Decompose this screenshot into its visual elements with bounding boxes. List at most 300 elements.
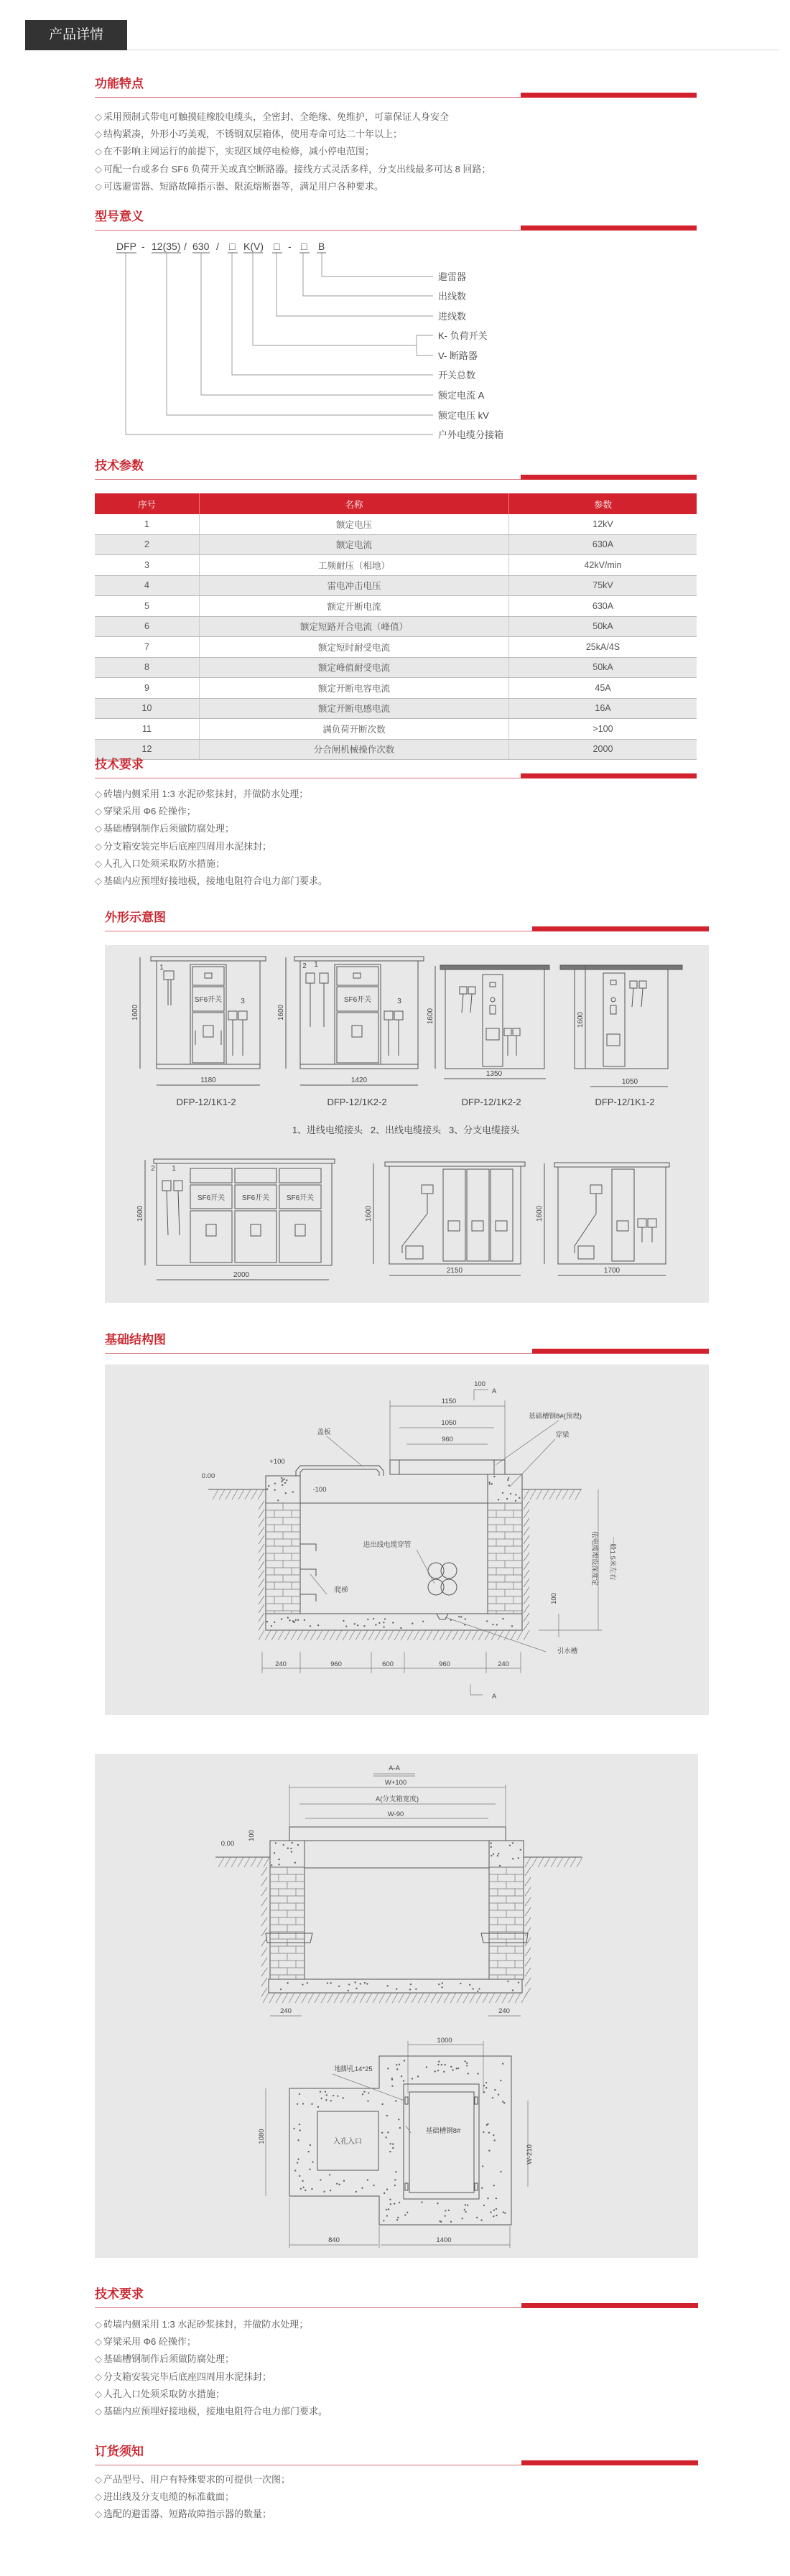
param-name: 额定开断电流 bbox=[200, 596, 509, 617]
diamond-bullet-icon: ◇ bbox=[95, 806, 102, 817]
aggregate-mark bbox=[357, 1624, 358, 1626]
aggregate-mark bbox=[502, 1618, 503, 1619]
aggregate-mark bbox=[478, 1988, 480, 1989]
aggregate-mark bbox=[493, 1854, 494, 1855]
hatch-line bbox=[470, 1993, 475, 2003]
aggregate-mark bbox=[343, 1620, 344, 1622]
aggregate-mark bbox=[356, 1988, 357, 1989]
hatch-line bbox=[315, 1993, 320, 2003]
section-title: 外形示意图 bbox=[105, 911, 166, 924]
aggregate-mark bbox=[385, 2136, 386, 2138]
hatch-line bbox=[259, 1613, 264, 1622]
param-name: 分合闸机械操作次数 bbox=[200, 739, 509, 760]
hatch-line bbox=[276, 1993, 282, 2003]
model-legend-item: 进线数 bbox=[438, 311, 467, 322]
hatch-line bbox=[353, 1993, 359, 2003]
list-item-text: 基础槽钢制作后须做防腐处理； bbox=[103, 2353, 235, 2365]
hatch-line bbox=[232, 1489, 238, 1499]
aggregate-mark bbox=[345, 1626, 347, 1627]
hatch-line bbox=[524, 1553, 529, 1561]
hatch-line bbox=[261, 1907, 267, 1916]
aggregate-mark bbox=[284, 1482, 286, 1484]
hatch-line bbox=[498, 1630, 503, 1640]
aggregate-mark bbox=[302, 2187, 304, 2188]
aggregate-mark bbox=[274, 1483, 276, 1484]
aggregate-mark bbox=[392, 2147, 394, 2149]
list-item-text: 采用预制式带电可触摸硅橡胶电缆头，全密封、全绝缘、免维护，可靠保证人身安全 bbox=[103, 111, 450, 122]
hatch-line bbox=[459, 1630, 465, 1640]
hatch-line bbox=[414, 1630, 419, 1640]
aggregate-mark bbox=[323, 2191, 325, 2193]
diamond-bullet-icon: ◇ bbox=[95, 2336, 102, 2348]
aggregate-mark bbox=[391, 2079, 393, 2080]
aggregate-mark bbox=[320, 2091, 321, 2092]
aggregate-mark bbox=[456, 2068, 457, 2069]
aggregate-mark bbox=[486, 1620, 488, 1622]
level-label: -100 bbox=[312, 1486, 327, 1494]
aggregate-mark bbox=[300, 2188, 302, 2190]
hatch-line bbox=[431, 1993, 437, 2003]
aggregate-mark bbox=[412, 1622, 413, 1624]
aggregate-mark bbox=[485, 2087, 487, 2088]
aggregate-mark bbox=[292, 1621, 294, 1622]
aggregate-mark bbox=[445, 2210, 446, 2211]
width-dimension: 1050 bbox=[621, 1078, 638, 1086]
param-name: 工频耐压（相地） bbox=[200, 555, 509, 576]
aggregate-mark bbox=[294, 1862, 296, 1864]
hatch-line bbox=[577, 1857, 582, 1867]
hatch-line bbox=[238, 1857, 243, 1867]
hatch-line bbox=[259, 1561, 264, 1570]
cabinet-drawing-6 bbox=[373, 1162, 525, 1275]
diamond-bullet-icon: ◇ bbox=[95, 129, 102, 140]
hatch-line bbox=[231, 1857, 237, 1867]
aggregate-mark bbox=[348, 1984, 350, 1985]
model-legend-item: 额定电流 A bbox=[438, 390, 485, 401]
hatch-line bbox=[302, 1993, 307, 2003]
hatch-line bbox=[340, 1993, 346, 2003]
aggregate-mark bbox=[507, 1479, 508, 1481]
aggregate-mark bbox=[312, 2161, 313, 2162]
list-item-text: 分支箱安装完毕后底座四周用水泥抹封； bbox=[103, 2371, 272, 2382]
aggregate-mark bbox=[450, 2221, 452, 2223]
aggregate-mark bbox=[311, 2103, 312, 2105]
list-item-text: 基础内应预埋好接地极，接地电阻符合电力部门要求。 bbox=[103, 875, 328, 887]
dimension-label: W-90 bbox=[387, 1810, 404, 1818]
aggregate-mark bbox=[363, 2091, 365, 2092]
aggregate-mark bbox=[309, 2168, 310, 2170]
aggregate-mark bbox=[465, 1618, 466, 1619]
aggregate-mark bbox=[496, 2198, 497, 2199]
row-index: 11 bbox=[95, 719, 200, 740]
hatch-line bbox=[297, 1630, 303, 1640]
width-dimension: 2150 bbox=[446, 1267, 463, 1275]
aggregate-mark bbox=[281, 1477, 282, 1479]
list-item-text: 分支箱安装完毕后底座四周用水泥抹封； bbox=[103, 840, 272, 852]
row-index: 6 bbox=[95, 616, 200, 637]
hatch-line bbox=[259, 1535, 264, 1544]
aggregate-mark bbox=[397, 2217, 399, 2218]
model-legend-item: K- 负荷开关 bbox=[438, 330, 488, 341]
aggregate-mark bbox=[274, 1852, 275, 1854]
aggregate-mark bbox=[496, 2215, 497, 2216]
aggregate-mark bbox=[373, 1618, 374, 1619]
hatch-line bbox=[524, 1587, 529, 1596]
hatch-line bbox=[373, 1993, 378, 2003]
channel-label: 基础槽钢8#(预埋) bbox=[529, 1413, 582, 1420]
aggregate-mark bbox=[481, 2187, 483, 2189]
width-dimension: 2000 bbox=[233, 1271, 250, 1279]
hatch-line bbox=[525, 1988, 531, 1996]
hatch-line bbox=[366, 1993, 372, 2003]
aggregate-mark bbox=[491, 1483, 493, 1484]
hatch-line bbox=[420, 1630, 426, 1640]
hatch-line bbox=[343, 1630, 348, 1640]
row-index: 2 bbox=[95, 534, 200, 555]
dimension-label: 240 bbox=[280, 2007, 292, 2015]
hatch-line bbox=[244, 1857, 250, 1867]
hatch-line bbox=[261, 1958, 267, 1966]
hatch-line bbox=[265, 1630, 271, 1640]
aggregate-mark bbox=[404, 2214, 406, 2215]
hatch-line bbox=[392, 1993, 398, 2003]
aggregate-mark bbox=[307, 1982, 308, 1984]
hatch-line bbox=[524, 1535, 529, 1544]
aggregate-mark bbox=[308, 2151, 310, 2152]
hatch-line bbox=[259, 1587, 264, 1596]
dimension-label: 600 bbox=[382, 1660, 394, 1668]
aggregate-mark bbox=[302, 1984, 303, 1985]
aggregate-mark bbox=[493, 2215, 494, 2217]
aggregate-mark bbox=[441, 2064, 442, 2065]
aggregate-mark bbox=[356, 2191, 357, 2193]
hatch-line bbox=[386, 1993, 391, 2003]
section-mark: A bbox=[491, 1387, 497, 1395]
aggregate-mark bbox=[396, 1988, 397, 1989]
aggregate-mark bbox=[281, 1618, 282, 1619]
param-value: 12kV bbox=[509, 514, 697, 534]
section-title: A-A bbox=[389, 1764, 400, 1772]
aggregate-mark bbox=[282, 1484, 283, 1486]
param-name: 满负荷开断次数 bbox=[200, 719, 509, 740]
hatch-line bbox=[489, 1993, 495, 2003]
hatch-line bbox=[524, 1613, 529, 1622]
aggregate-mark bbox=[493, 2209, 495, 2210]
aggregate-mark bbox=[518, 1857, 519, 1859]
aggregate-mark bbox=[404, 2060, 405, 2061]
aggregate-mark bbox=[302, 2103, 304, 2104]
anchor-hole-label: 地脚孔14*25 bbox=[334, 2065, 373, 2073]
height-dimension: 1600 bbox=[536, 1205, 544, 1222]
aggregate-mark bbox=[325, 2091, 326, 2093]
row-index: 5 bbox=[95, 596, 200, 617]
foundation-section-drawing bbox=[202, 1380, 617, 1701]
switch-label: SF6开关 bbox=[286, 1194, 315, 1202]
hatch-line bbox=[524, 1561, 529, 1570]
hatch-line bbox=[310, 1630, 316, 1640]
aggregate-mark bbox=[500, 2171, 501, 2172]
aggregate-mark bbox=[325, 2099, 327, 2101]
hatch-line bbox=[515, 1993, 521, 2003]
callout-number: 3 bbox=[397, 998, 401, 1005]
aggregate-mark bbox=[299, 2129, 300, 2131]
aggregate-mark bbox=[297, 2159, 299, 2160]
aggregate-mark bbox=[266, 1488, 268, 1489]
hatch-line bbox=[259, 1510, 264, 1518]
hatch-line bbox=[556, 1489, 562, 1499]
hatch-line bbox=[261, 1948, 267, 1956]
hatch-line bbox=[259, 1604, 264, 1613]
param-name: 额定电压 bbox=[200, 514, 509, 534]
hatch-line bbox=[525, 1857, 531, 1867]
hatch-line bbox=[407, 1630, 413, 1640]
aggregate-mark bbox=[310, 1625, 311, 1627]
aggregate-mark bbox=[383, 2220, 384, 2221]
hatch-line bbox=[524, 1570, 529, 1578]
aggregate-mark bbox=[477, 1991, 478, 1992]
aggregate-mark bbox=[466, 2065, 468, 2066]
callout-number: 1 bbox=[172, 1165, 176, 1173]
cabinet-drawing-3 bbox=[435, 965, 549, 1079]
aggregate-mark bbox=[392, 1622, 394, 1623]
aggregate-mark bbox=[520, 1849, 521, 1851]
hatch-line bbox=[524, 1544, 529, 1553]
aggregate-mark bbox=[310, 2144, 311, 2146]
aggregate-mark bbox=[504, 2212, 506, 2213]
aggregate-mark bbox=[287, 1617, 289, 1618]
aggregate-mark bbox=[426, 2066, 427, 2068]
aggregate-mark bbox=[287, 1847, 289, 1849]
hatch-line bbox=[261, 1887, 267, 1896]
aggregate-mark bbox=[390, 2143, 391, 2144]
aggregate-mark bbox=[389, 2198, 391, 2200]
aggregate-mark bbox=[403, 2080, 404, 2081]
aggregate-mark bbox=[412, 2078, 413, 2079]
aggregate-mark bbox=[410, 1984, 412, 1985]
drain-label: 引水槽 bbox=[557, 1647, 578, 1655]
hatch-line bbox=[444, 1993, 450, 2003]
diamond-bullet-icon: ◇ bbox=[95, 146, 102, 157]
leader-lines bbox=[126, 253, 433, 434]
aggregate-mark bbox=[498, 1853, 499, 1854]
model-code-part: 12(35) bbox=[152, 241, 181, 252]
connector-legend: 1、进线电缆接头 2、出线电缆接头 3、分支电缆接头 bbox=[292, 1125, 520, 1135]
model-legend-item: 出线数 bbox=[438, 291, 467, 302]
aggregate-mark bbox=[278, 1864, 279, 1865]
dimension-label: 1080 bbox=[258, 2129, 266, 2144]
aggregate-mark bbox=[386, 2189, 388, 2190]
aggregate-mark bbox=[399, 2064, 400, 2065]
aggregate-mark bbox=[381, 2132, 383, 2134]
hatch-line bbox=[427, 1630, 432, 1640]
model-legend bbox=[438, 271, 503, 440]
section-title: 订货须知 bbox=[95, 2445, 144, 2458]
aggregate-mark bbox=[441, 1986, 442, 1988]
hatch-line bbox=[261, 1978, 267, 1986]
aggregate-mark bbox=[395, 2100, 396, 2101]
cabinet-drawing-1 bbox=[140, 957, 266, 1085]
section-title: 基础结构图 bbox=[105, 1333, 166, 1347]
aggregate-mark bbox=[515, 1494, 516, 1495]
model-legend-item: 户外电缆分接箱 bbox=[438, 429, 504, 440]
model-code-part: □ bbox=[229, 241, 236, 252]
outline-labels bbox=[131, 961, 655, 1279]
aggregate-mark bbox=[311, 2188, 312, 2190]
aggregate-mark bbox=[457, 2068, 459, 2069]
hatch-line bbox=[317, 1630, 322, 1640]
hatch-line bbox=[219, 1489, 225, 1499]
hatch-line bbox=[478, 1630, 484, 1640]
row-index: 10 bbox=[95, 698, 200, 719]
aggregate-mark bbox=[509, 1845, 511, 1846]
aggregate-mark bbox=[289, 1619, 290, 1621]
hatch-line bbox=[570, 1857, 576, 1867]
hatch-line bbox=[259, 1553, 264, 1561]
aggregate-mark bbox=[367, 2179, 368, 2180]
aggregate-mark bbox=[466, 2063, 468, 2064]
dimension-label: 960 bbox=[442, 1436, 453, 1443]
aggregate-mark bbox=[465, 2060, 466, 2062]
param-value: 16A bbox=[509, 698, 697, 719]
channel-label: 基础槽钢8# bbox=[425, 2127, 461, 2135]
hatch-line bbox=[531, 1857, 537, 1867]
section-title: 技术要求 bbox=[95, 758, 144, 771]
hatch-line bbox=[524, 1527, 529, 1535]
list-item-text: 穿梁采用 Φ6 砼操作； bbox=[103, 2336, 196, 2348]
list-item-text: 人孔入口处须采取防水措施； bbox=[103, 857, 226, 869]
list-item-text: 砖墙内侧采用 1:3 水泥砂浆抹封，并做防水处理； bbox=[103, 789, 309, 799]
callout-number: 2 bbox=[302, 962, 307, 970]
aggregate-mark bbox=[330, 1982, 331, 1984]
hatch-line bbox=[264, 1857, 269, 1867]
height-dimension: 1600 bbox=[577, 1011, 585, 1028]
hatch-line bbox=[525, 1958, 531, 1966]
hatch-line bbox=[412, 1993, 417, 2003]
aggregate-mark bbox=[503, 2211, 504, 2213]
hatch-line bbox=[504, 1630, 510, 1640]
aggregate-mark bbox=[394, 2203, 395, 2204]
dimension-label: A(分支箱宽度) bbox=[375, 1795, 419, 1803]
hatch-line bbox=[525, 1867, 531, 1876]
hatch-line bbox=[278, 1630, 284, 1640]
aggregate-mark bbox=[367, 1619, 368, 1620]
hatch-line bbox=[564, 1857, 570, 1867]
hatch-line bbox=[226, 1489, 231, 1499]
aggregate-mark bbox=[387, 2131, 389, 2133]
aggregate-mark bbox=[368, 2092, 369, 2093]
height-dimension: 1600 bbox=[131, 1004, 139, 1021]
param-value: 75kV bbox=[509, 575, 697, 596]
aggregate-mark bbox=[437, 2064, 439, 2065]
hatch-line bbox=[321, 1993, 327, 2003]
aggregate-mark bbox=[329, 2174, 330, 2175]
model-code-diagram bbox=[116, 241, 503, 440]
param-name: 额定开断电感电流 bbox=[200, 698, 509, 719]
diamond-bullet-icon: ◇ bbox=[95, 180, 102, 192]
aggregate-mark bbox=[467, 2205, 468, 2206]
hatch-line bbox=[259, 1596, 264, 1604]
aggregate-mark bbox=[338, 1986, 340, 1987]
hatch-line bbox=[524, 1489, 529, 1499]
hatch-line bbox=[491, 1630, 497, 1640]
aggregate-mark bbox=[354, 1981, 356, 1983]
row-index: 7 bbox=[95, 637, 200, 658]
aggregate-mark bbox=[490, 1843, 491, 1844]
aggregate-mark bbox=[464, 1624, 465, 1625]
model-code-part: K(V) bbox=[243, 241, 264, 252]
switch-label: SF6开关 bbox=[241, 1194, 270, 1202]
hatch-line bbox=[524, 1596, 529, 1604]
aggregate-mark bbox=[483, 2205, 485, 2206]
aggregate-mark bbox=[343, 2097, 344, 2098]
hatch-line bbox=[524, 1578, 529, 1587]
aggregate-mark bbox=[488, 2132, 490, 2134]
aggregate-mark bbox=[460, 1983, 461, 1984]
aggregate-mark bbox=[338, 2184, 340, 2185]
hatch-line bbox=[304, 1630, 310, 1640]
dimension-label: 1150 bbox=[441, 1398, 457, 1405]
aggregate-mark bbox=[387, 1985, 389, 1986]
aggregate-mark bbox=[500, 2080, 501, 2081]
diamond-bullet-icon: ◇ bbox=[95, 163, 102, 175]
depth-label: 依电缆埋设深度定 bbox=[590, 1530, 598, 1586]
aggregate-mark bbox=[274, 1622, 275, 1623]
dimension-lines bbox=[262, 1390, 602, 1695]
depth-label: 一般1.5米左右 bbox=[608, 1536, 616, 1581]
hatch-line bbox=[336, 1630, 342, 1640]
hatch-line bbox=[525, 1978, 531, 1986]
hatch-line bbox=[551, 1857, 557, 1867]
hatch-line bbox=[418, 1993, 424, 2003]
hatch-line bbox=[360, 1993, 366, 2003]
diamond-bullet-icon: ◇ bbox=[95, 2491, 102, 2503]
hatch-line bbox=[401, 1630, 406, 1640]
hatch-line bbox=[511, 1630, 516, 1640]
section-title: 型号意义 bbox=[95, 210, 144, 223]
aggregate-mark bbox=[392, 2143, 394, 2144]
aggregate-mark bbox=[437, 2070, 439, 2071]
model-caption: DFP-12/1K2-2 bbox=[327, 1097, 387, 1107]
aggregate-mark bbox=[488, 2150, 490, 2152]
aggregate-mark bbox=[361, 2187, 363, 2189]
dimension-label: 100 bbox=[474, 1380, 485, 1388]
aggregate-mark bbox=[508, 1477, 509, 1479]
model-caption: DFP-12/1K1-2 bbox=[176, 1097, 236, 1107]
callout-number: 1 bbox=[314, 961, 318, 969]
hatch-line bbox=[238, 1489, 244, 1499]
hatch-line bbox=[381, 1630, 387, 1640]
dimension-label: 100 bbox=[248, 1830, 256, 1841]
aggregate-mark bbox=[440, 2221, 442, 2223]
aggregate-mark bbox=[493, 2185, 495, 2186]
switch-label: SF6开关 bbox=[194, 996, 223, 1004]
aggregate-mark bbox=[284, 1478, 285, 1479]
aggregate-mark bbox=[442, 1982, 443, 1984]
aggregate-mark bbox=[387, 2068, 389, 2069]
hatch-line bbox=[259, 1501, 264, 1510]
aggregate-mark bbox=[302, 2180, 303, 2182]
level-label: +100 bbox=[269, 1458, 285, 1466]
model-code-part: B bbox=[318, 241, 325, 252]
param-value: 42kV/min bbox=[509, 555, 697, 576]
diamond-bullet-icon: ◇ bbox=[95, 2388, 102, 2399]
tab-product-details[interactable]: 产品详情 bbox=[25, 20, 127, 50]
hatch-line bbox=[271, 1630, 277, 1640]
height-dimension: 1600 bbox=[365, 1205, 373, 1222]
row-index: 4 bbox=[95, 575, 200, 596]
aggregate-mark bbox=[286, 1479, 287, 1481]
aggregate-mark bbox=[510, 1493, 511, 1494]
